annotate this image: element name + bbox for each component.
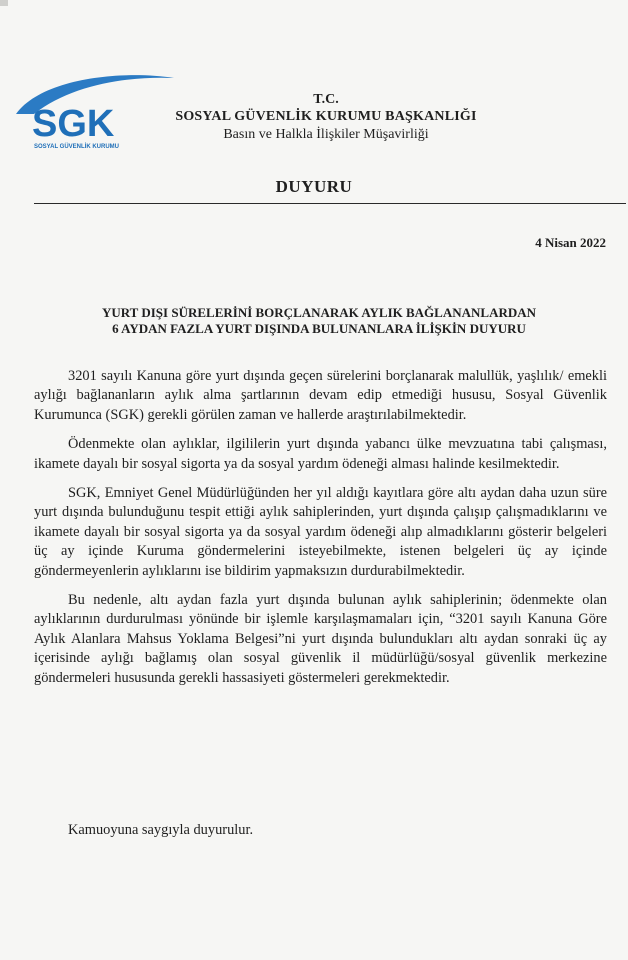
closing-line: Kamuoyuna saygıyla duyurulur.: [68, 822, 254, 838]
document-header: [140, 92, 512, 144]
page-corner-mark: [0, 0, 8, 6]
subject-line: 6 AYDAN FAZLA YURT DIŞINDA BULUNANLARA İLİŞKİN DUYURU: [112, 321, 526, 336]
document-subject: [30, 305, 608, 337]
body-paragraph: Ödenmekte olan aylıklar, ilgililerin yurt dışında yabancı ülke mevzuatına tabi çalışması, ikamete dayalı bir sosyal sigorta ya da sosyal yardım ödeneği alması halinde kesilmektedir.: [34, 436, 607, 472]
document-date: 4 Nisan 2022: [535, 235, 606, 250]
body-paragraph: 3201 sayılı Kanuna göre yurt dışında geçen sürelerini borçlanarak malullük, yaşlılık/ emekli aylığı bağlananların aylık alma şartlarının devam edip etmediği hususu, Sosyal Güvenlik Kurumunca (SGK) gerekli görülen zaman ve hallerde araştırılabilmektedir.: [34, 368, 607, 423]
title-divider: [34, 203, 626, 204]
subject-line: YURT DIŞI SÜRELERİNİ BORÇLANARAK AYLIK BAĞLANANLARDAN: [101, 305, 537, 320]
header-tc: T.C.: [313, 92, 339, 107]
logo-caption: SOSYAL GÜVENLİK KURUMU: [34, 144, 120, 150]
body-paragraph: SGK, Emniyet Genel Müdürlüğünden her yıl aldığı kayıtlara göre altı aydan daha uzun süre yurt dışında bulunduğunu tespit ettiği aylık sahiplerinden, yurt dışında çalışıp çalışmadıklarını ve ikamete dayalı bir sosyal sigorta ya da sosyal yardım ödeneği alıp almadıklarını gösterir belgeleri üç ay içinde Kuruma göndermelerini isteyebilmekte, istenen belgeleri üç ay içinde göndermeyenlerin aylıklarını ise bildirim yapmaksızın durdurabilmektedir.: [34, 485, 607, 579]
logo-acronym: SGK: [32, 103, 115, 145]
header-organization: SOSYAL GÜVENLİK KURUMU BAŞKANLIĞI: [175, 109, 477, 124]
body-paragraph: Bu nedenle, altı aydan fazla yurt dışında bulunan aylık sahiplerinin; ödenmekte olan aylıklarının durdurulması yönünde bir işlemle karşılaşmamaları için, “3201 sayılı Kanuna Göre Aylık Alanlara Mahsus Yoklama Belgesi”ni yurt dışında bulundukları altı aydan sonraki üç ay içerisinde aylığı bağlamış olan sosyal güvenlik il müdürlüğü/sosyal güvenlik merkezine göndermeleri hususunda gerekli hassasiyeti göstermeleri gerekmektedir.: [34, 592, 607, 686]
document-title: DUYURU: [275, 177, 353, 196]
document-body: [34, 367, 607, 698]
header-department: Basın ve Halkla İlişkiler Müşavirliği: [223, 127, 429, 142]
